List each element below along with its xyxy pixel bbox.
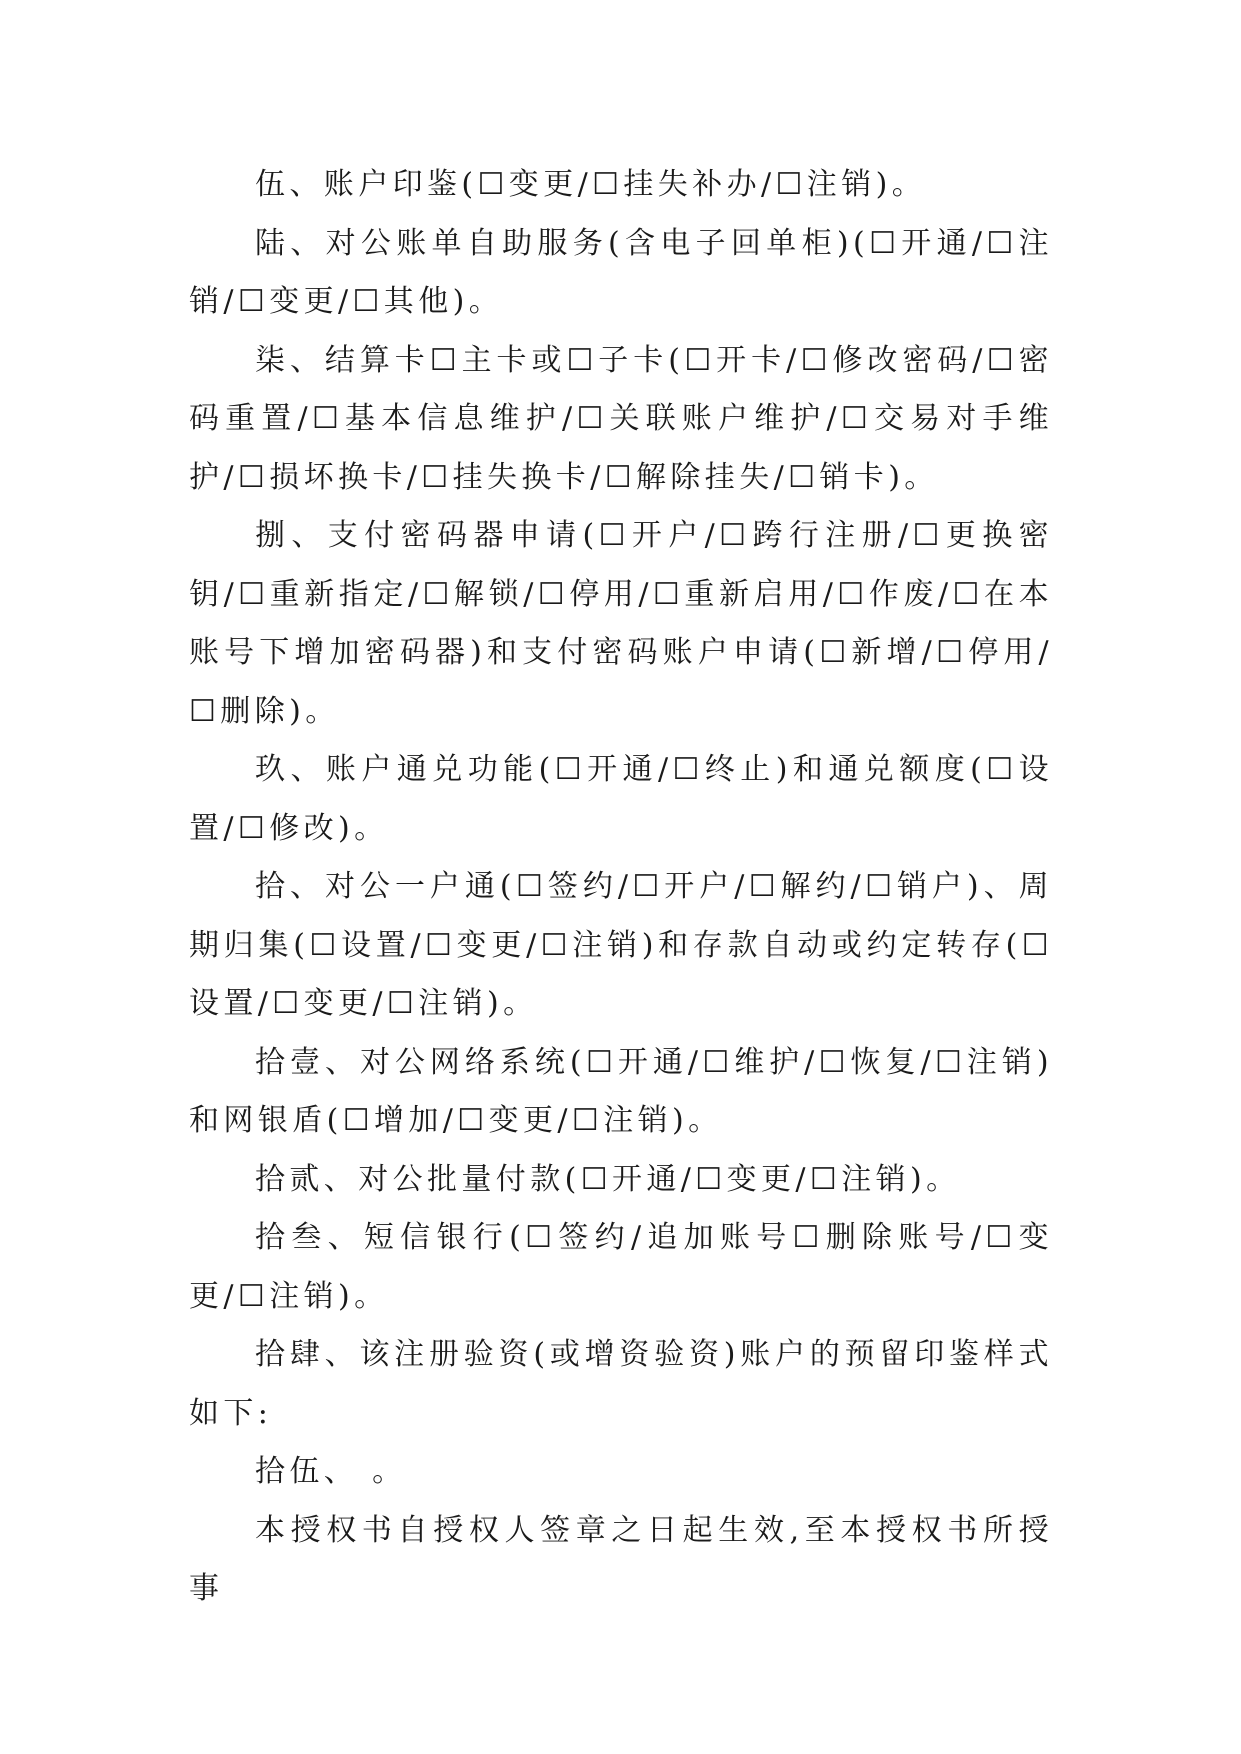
closing-paragraph: 本授权书自授权人签章之日起生效,至本授权书所授事: [189, 1512, 1053, 1606]
item-7-paragraph: 柒、结算卡☐主卡或☐子卡(☐开卡/☐修改密码/☐密码重置/☐基本信息维护/☐关联账户维护/☐交易对手维护/☐损坏换卡/☐挂失换卡/☐解除挂失/☐销卡)。: [189, 342, 1053, 495]
item-15-paragraph: 拾伍、 。: [255, 1454, 407, 1489]
item-8-paragraph: 捌、支付密码器申请(☐开户/☐跨行注册/☐更换密钥/☐重新指定/☐解锁/☐停用/☐重新启用/☐作废/☐在本账号下增加密码器)和支付密码账户申请(☐新增/☐停用/☐删除)。: [189, 518, 1053, 729]
item-12-paragraph: 拾贰、对公批量付款(☐开通/☐变更/☐注销)。: [255, 1161, 961, 1197]
item-11-paragraph: 拾壹、对公网络系统(☐开通/☐维护/☐恢复/☐注销)和网银盾(☐增加/☐变更/☐注销)。: [189, 1044, 1053, 1138]
item-10-paragraph: 拾、对公一户通(☐签约/☐开户/☐解约/☐销户)、周期归集(☐设置/☐变更/☐注销)和存款自动或约定转存(☐设置/☐变更/☐注销)。: [189, 869, 1053, 1021]
item-14-paragraph: 拾肆、该注册验资(或增资验资)账户的预留印鉴样式如下:: [189, 1337, 1053, 1431]
item-13-paragraph: 拾叁、短信银行(☐签约/追加账号☐删除账号/☐变更/☐注销)。: [189, 1220, 1053, 1314]
item-5-paragraph: 伍、账户印鉴(☐变更/☐挂失补办/☐注销)。: [255, 167, 927, 202]
document-body: [189, 156, 1053, 1619]
item-9-paragraph: 玖、账户通兑功能(☐开通/☐终止)和通兑额度(☐设置/☐修改)。: [189, 752, 1053, 846]
item-6-paragraph: 陆、对公账单自助服务(含电子回单柜)(☐开通/☐注销/☐变更/☐其他)。: [189, 225, 1053, 319]
